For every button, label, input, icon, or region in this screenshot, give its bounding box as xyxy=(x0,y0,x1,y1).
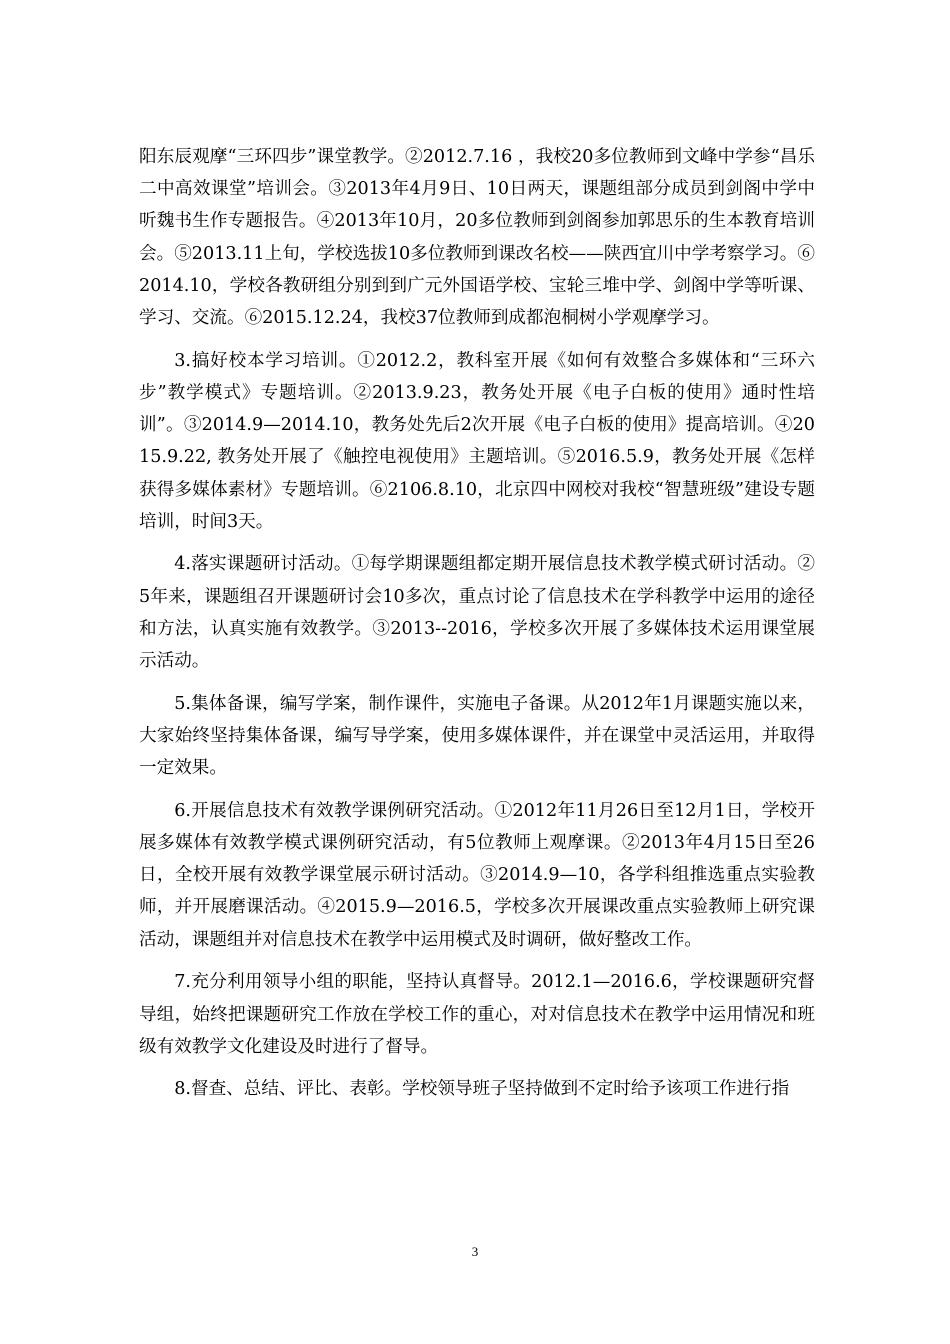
paragraph-review-commendation: 8.督查、总结、评比、表彰。学校领导班子坚持做到不定时给予该项工作进行指 xyxy=(174,1079,790,1100)
paragraph-supervision: 7.充分利用领导小组的职能，坚持认真督导。2012.1—2016.6，学校课题研究督导组，始终把课题研究工作放在学校工作的重心，对对信息技术在教学中运用情况和班级有效教学文化建设及时进行了督导。 xyxy=(139,972,815,1057)
paragraph-collective-lesson-prep: 5.集体备课，编写学案，制作课件，实施电子备课。从2012年1月课题实施以来，大家始终坚持集体备课，编写导学案，使用多媒体课件，并在课堂中灵活运用，并取得一定效果。 xyxy=(139,693,815,779)
paragraph-seminar-activities: 4.落实课题研讨活动。①每学期课题组都定期开展信息技术教学模式研讨活动。②5年来，课题组召开课题研讨会10多次，重点讨论了信息技术在学科教学中运用的途径和方法，认真实施有效教学。③2013--2016，学校多次开展了多媒体技术运用课堂展示活动。 xyxy=(139,554,815,672)
paragraph-case-study: 6.开展信息技术有效教学课例研究活动。①2012年11月26日至12月1日，学校开展多媒体有效教学模式课例研究活动，有5位教师上观摩课。②2013年4月15日至26日，全校开展有效教学课堂展示研讨活动。③2014.9—10，各学科组推选重点实验教师，并开展磨课活动。④2015.9—2016.5，学校多次开展课改重点实验教师上研究课活动，课题组并对信息技术在教学中运用模式及时调研，做好整改工作。 xyxy=(139,800,815,950)
paragraph-school-training: 3.搞好校本学习培训。①2012.2，教科室开展《如何有效整合多媒体和“三环六步”教学模式》专题培训。②2013.9.23，教务处开展《电子白板的使用》通时性培训”。③2014.9—2014.10，教务处先后2次开展《电子白板的使用》提高培训。④2015.9.22, 教务处开展了《触控电视使用》主题培训。⑤2016.5.9，教务处开展《怎样获得多媒体素材》专题培训。⑥2106.8.10，北京四中网校对我校“智慧班级”建设专题培训，时间3天。 xyxy=(139,350,815,532)
paragraph-continuation: 阳东辰观摩“三环四步”课堂教学。②2012.7.16 ，我校20多位教师到文峰中学参“昌乐二中高效课堂”培训会。③2013年4月9日、10日两天，课题组部分成员到剑阁中学中听魏书生作专题报告。④2013年10月，20多位教师到剑阁参加郭思乐的生本教育培训会。⑤2013.11上旬，学校选拔10多位教师到课改名校——陕西宜川中学考察学习。⑥2014.10，学校各教研组分别到到广元外国语学校、宝轮三堆中学、剑阁中学等听课、学习、交流。⑥2015.12.24，我校37位教师到成都泡桐树小学观摩学习。 xyxy=(139,147,815,329)
page-number: 3 xyxy=(471,1244,479,1259)
document-body xyxy=(139,141,815,1116)
